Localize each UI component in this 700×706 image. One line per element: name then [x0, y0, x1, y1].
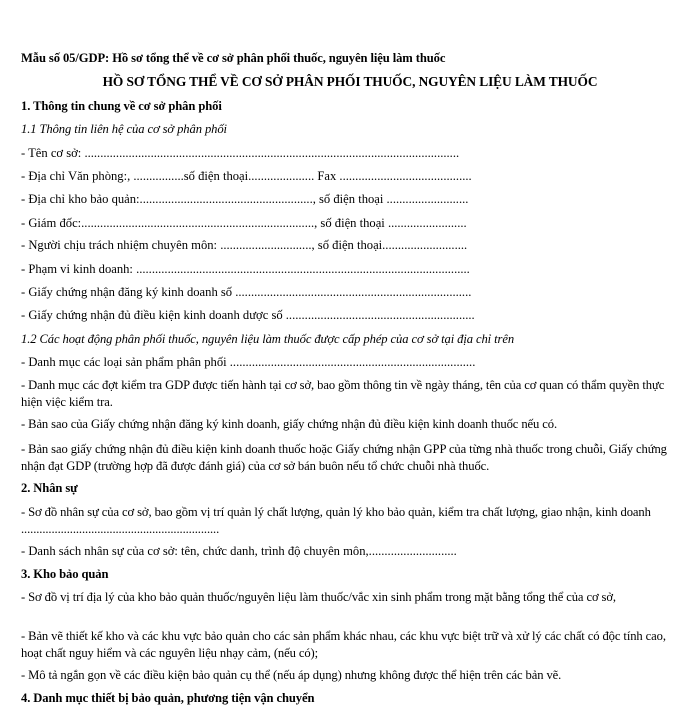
section-1-heading: 1. Thông tin chung về cơ sở phân phối — [21, 99, 222, 113]
subsection-1-1: 1.1 Thông tin liên hệ của cơ sở phân phối — [21, 122, 227, 136]
field-business-registration: - Giấy chứng nhận đăng ký kinh doanh số ........................................................................... — [21, 285, 472, 299]
item-gdp-inspections: - Danh mục các đợt kiểm tra GDP được tiến hành tại cơ sở, bao gồm thông tin về ngày tháng, tên của cơ quan có thẩm quyền thực hiện việc kiểm tra. — [21, 378, 665, 409]
field-office-address: - Địa chỉ Văn phòng:, ................số điện thoại..................... Fax .......................................... — [21, 169, 472, 183]
item-storage-conditions: - Mô tả ngắn gọn về các điều kiện bảo quản cụ thể (nếu áp dụng) nhưng không được thể hiện trên các bản vẽ. — [21, 668, 562, 682]
item-org-chart: - Sơ đồ nhân sự của cơ sở, bao gồm vị trí quản lý chất lượng, quản lý kho bảo quản, kiểm tra chất lượng, giao nhận, kinh doanh ................................................................. — [21, 505, 651, 536]
section-3-heading: 3. Kho bảo quản — [21, 567, 109, 581]
item-warehouse-drawings: - Bản vẽ thiết kế kho và các khu vực bảo quản cho các sản phẩm khác nhau, các khu vực biệt trữ và xử lý các chất có độc tính cao, hoạt chất nguy hiểm và các nguyên liệu nhạy cảm, (nếu có); — [21, 629, 666, 660]
field-pharma-license: - Giấy chứng nhận đủ điều kiện kinh doanh dược số ............................................................ — [21, 308, 475, 322]
field-responsible-person: - Người chịu trách nhiệm chuyên môn: ............................., số điện thoại........................... — [21, 238, 468, 252]
subsection-1-2: 1.2 Các hoạt động phân phối thuốc, nguyên liệu làm thuốc được cấp phép của cơ sở tại địa chỉ trên — [21, 332, 515, 346]
field-director: - Giám đốc:.........................................................................., số điện thoại ......................... — [21, 216, 467, 230]
field-facility-name: - Tên cơ sở: ....................................................................................................................... — [21, 146, 460, 160]
document-title: HỒ SƠ TỔNG THỂ VỀ CƠ SỞ PHÂN PHỐI THUỐC, NGUYÊN LIỆU LÀM THUỐC — [102, 74, 598, 89]
item-product-list: - Danh mục các loại sản phẩm phân phối .............................................................................. — [21, 355, 476, 369]
field-warehouse-address: - Địa chỉ kho bảo quản:......................................................., số điện thoại .......................... — [21, 192, 469, 206]
item-certificate-copies: - Bản sao giấy chứng nhận đủ điều kiện kinh doanh thuốc hoặc Giấy chứng nhận GPP của từng nhà thuốc trong chuỗi, Giấy chứng nhận đạt GDP (trường hợp đã được đánh giá) của cơ sở bán buôn nếu tổ chức chuỗi nhà thuốc. — [21, 442, 667, 473]
form-header: Mẫu số 05/GDP: Hồ sơ tổng thể về cơ sở phân phối thuốc, nguyên liệu làm thuốc — [21, 51, 446, 65]
field-business-scope: - Phạm vi kinh doanh: .......................................................................................................... — [21, 262, 470, 276]
item-registration-copies: - Bản sao của Giấy chứng nhận đăng ký kinh doanh, giấy chứng nhận đủ điều kiện kinh doanh thuốc nếu có. — [21, 417, 558, 431]
section-4-heading: 4. Danh mục thiết bị bảo quản, phương tiện vận chuyển — [21, 691, 315, 705]
item-staff-list: - Danh sách nhân sự của cơ sở: tên, chức danh, trình độ chuyên môn,............................ — [21, 544, 457, 558]
section-2-heading: 2. Nhân sự — [21, 481, 78, 495]
item-site-map: - Sơ đồ vị trí địa lý của kho bảo quản thuốc/nguyên liệu làm thuốc/vắc xin sinh phẩm trong mặt bằng tổng thể của cơ sở, — [21, 590, 616, 604]
